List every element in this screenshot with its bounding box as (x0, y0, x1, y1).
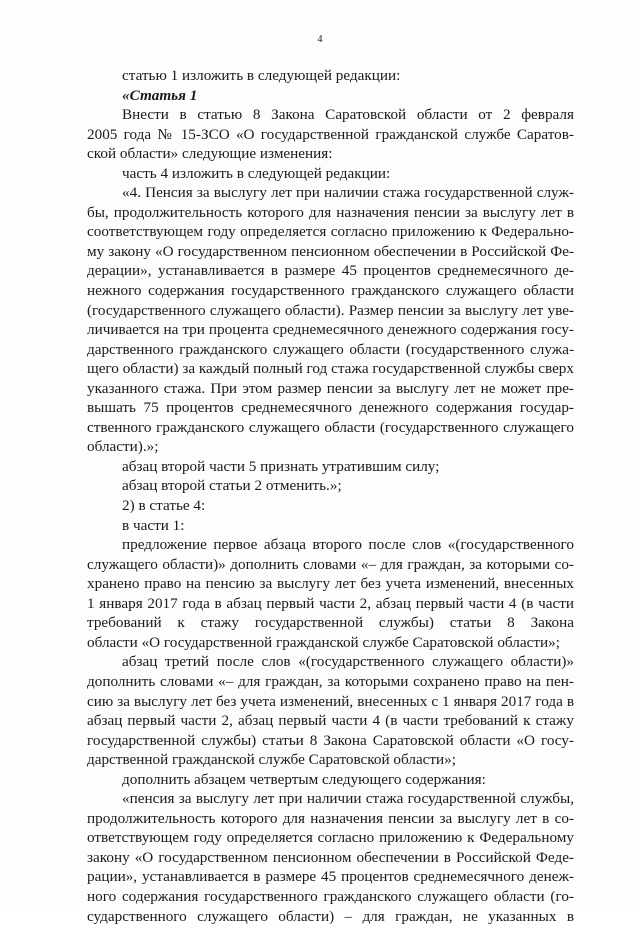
text-line: «4. Пенсия за выслугу лет при наличии стажа государственной служ- (122, 184, 574, 202)
text-line: личивается на три процента среднемесячного денежного содержания госу- (87, 321, 574, 339)
page-number: 4 (317, 34, 323, 45)
text-line: ской области» следующие изменения: (87, 145, 333, 163)
text-line: области).»; (87, 438, 159, 456)
text-line: продолжительность которого для назначения пенсии за выслугу лет в со- (87, 809, 574, 827)
text-line: в части 1: (122, 516, 185, 534)
text-line: дерации», устанавливается в размере 45 процентов среднемесячного де- (87, 262, 574, 280)
text-line: статью 1 изложить в следующей редакции: (122, 67, 401, 84)
text-line: указанного стажа. При этом размер пенсии за выслугу лет не может пре- (87, 379, 574, 397)
text-line: предложение первое абзаца второго после слов «(государственного (122, 536, 574, 554)
text-line: государственной службы) статьи 8 Закона Саратовской области «О госу- (87, 731, 574, 749)
document-body (87, 66, 574, 926)
text-line: дарственной гражданской службе Саратовской области»; (87, 751, 456, 769)
text-line: щего области) за каждый полный год стажа государственной службы сверх (87, 360, 574, 378)
text-line: требований к стажу государственной службы) статьи 8 Закона (87, 614, 574, 632)
text-line: ответствующем году определяется согласно приложению к Федеральному (87, 829, 574, 847)
text-line: сию за выслугу лет без учета изменений, внесенных с 1 января 2017 года в (87, 692, 574, 710)
text-line: служащего области)» дополнить словами «– для граждан, за которыми со- (87, 555, 574, 573)
text-line: 1 января 2017 года в абзац первый части 2, абзац первый части 4 (в части (87, 594, 574, 612)
text-line: (государственного служащего области). Размер пенсии за выслугу лет уве- (87, 301, 574, 319)
text-line: дарственного гражданского служащего области (государственного служа- (87, 340, 574, 358)
text-line: ственного гражданского служащего области (государственного служащего (87, 418, 574, 436)
text-line: рации», устанавливается в размере 45 процентов среднемесячного денеж- (87, 868, 574, 886)
text-line: 2) в статье 4: (122, 497, 206, 515)
text-line: Внести в статью 8 Закона Саратовской области от 2 февраля (122, 106, 574, 124)
text-line: абзац первый части 2, абзац первый части 4 (в части требований к стажу (87, 712, 574, 730)
text-line: сударственного служащего области) – для граждан, не указанных в (87, 907, 574, 925)
text-line: «пенсия за выслугу лет при наличии стажа государственной службы, (122, 790, 574, 808)
text-line: дополнить словами «– для граждан, за которыми сохранено право на пен- (87, 672, 574, 690)
text-line: му закону «О государственном пенсионном обеспечении в Российской Фе- (87, 242, 574, 260)
text-line: хранено право на пенсию за выслугу лет без учета изменений, внесенных (87, 575, 574, 593)
text-line: бы, продолжительность которого для назначения пенсии за выслугу лет в (87, 203, 574, 221)
text-line: области «О государственной гражданской службе Саратовской области»; (87, 633, 560, 651)
text-line: абзац второй части 5 признать утратившим силу; (122, 457, 440, 475)
text-line: дополнить абзацем четвертым следующего содержания: (122, 770, 486, 788)
text-line: «Статья 1 (122, 86, 198, 104)
text-line: абзац третий после слов «(государственного служащего области)» (122, 653, 574, 671)
text-line: абзац второй статьи 2 отменить.»; (122, 477, 342, 495)
text-line: часть 4 изложить в следующей редакции: (122, 164, 391, 182)
text-line: 2005 года № 15-ЗСО «О государственной гражданской службе Саратов- (87, 125, 574, 143)
text-line: закону «О государственном пенсионном обеспечении в Российской Феде- (87, 848, 574, 866)
text-line: соответствующем году определяется согласно приложению к Федерально- (87, 223, 574, 241)
text-line: нежного содержания государственного гражданского служащего области (87, 282, 574, 300)
text-line: ного содержания государственного гражданского служащего области (го- (87, 887, 574, 905)
text-line: вышать 75 процентов среднемесячного денежного содержания государ- (87, 399, 574, 417)
